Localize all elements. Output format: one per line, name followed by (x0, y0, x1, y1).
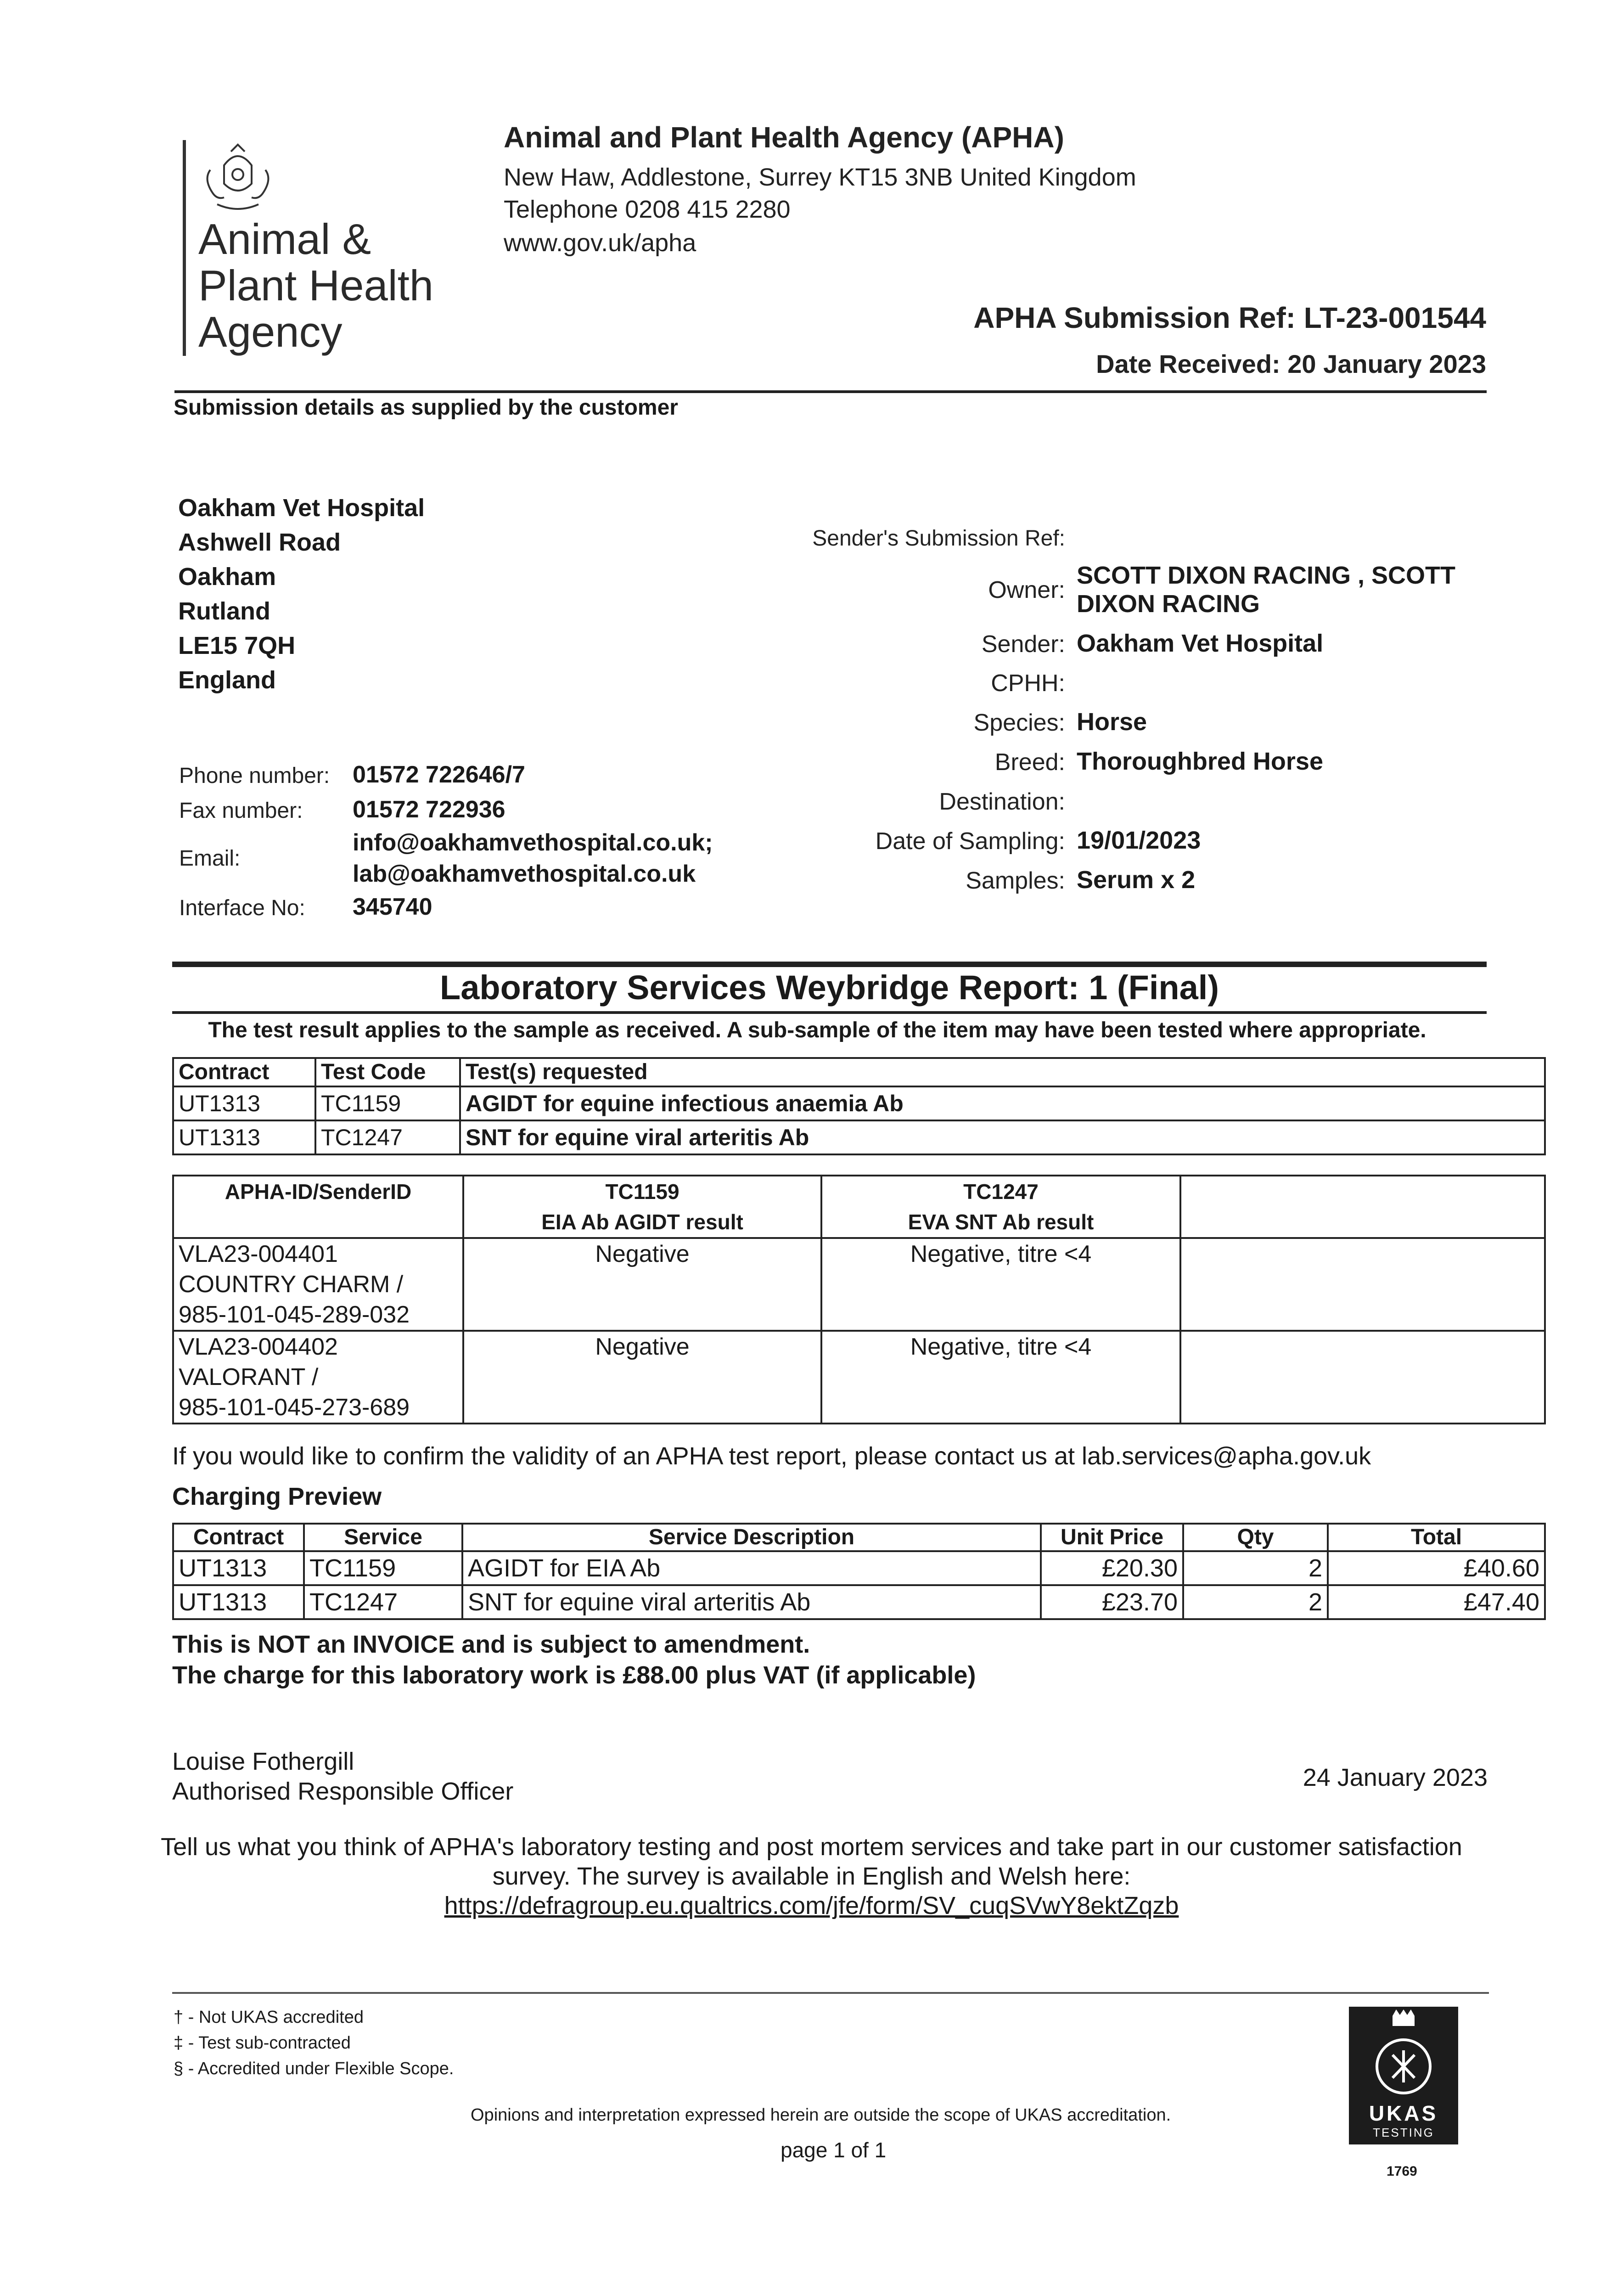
table-header-row (173, 1058, 1545, 1086)
column-header: Service Description (462, 1524, 1041, 1551)
table-cell: UT1313 (173, 1585, 304, 1619)
logo-text-line2: Plant Health (198, 261, 434, 310)
tests-table (172, 1057, 1546, 1155)
validity-note: If you would like to confirm the validity of an APHA test report, please contact us at lab.services@apha.gov.uk (172, 1442, 1371, 1470)
agency-website: www.gov.uk/apha (504, 229, 696, 257)
horse-name: COUNTRY CHARM / (179, 1271, 404, 1298)
agency-telephone: Telephone 0208 415 2280 (504, 196, 791, 223)
email-value-2: lab@oakhamvethospital.co.uk (353, 861, 696, 887)
table-cell: UT1313 (173, 1120, 315, 1154)
submission-ref: APHA Submission Ref: LT-23-001544 (973, 301, 1486, 334)
table-cell: TC1159 (315, 1086, 460, 1120)
table-row (173, 1086, 1545, 1120)
table-cell: UT1313 (173, 1551, 304, 1585)
agency-name: Animal and Plant Health Agency (APHA) (504, 121, 1064, 154)
sample-id-cell (173, 1331, 463, 1424)
not-invoice-notice: This is NOT an INVOICE and is subject to amendment. (172, 1631, 810, 1658)
date-received: Date Received: 20 January 2023 (1096, 349, 1486, 378)
interface-label: Interface No: (179, 896, 305, 920)
eia-result: Negative (463, 1238, 821, 1331)
survey-line-1: Tell us what you think of APHA's laboratory testing and post mortem services and take part in our customer satisfaction (161, 1833, 1462, 1861)
table-header-row (173, 1524, 1545, 1551)
microchip-number: 985-101-045-289-032 (179, 1301, 410, 1328)
header-rule (174, 390, 1487, 393)
ukas-accreditation-mark (1349, 2007, 1458, 2144)
sampling-date-label: Date of Sampling: (875, 828, 1065, 855)
table-row (173, 1331, 1545, 1424)
cphh-label: CPHH: (991, 670, 1065, 697)
species-label: Species: (973, 709, 1065, 736)
signatory-name: Louise Fothergill (172, 1748, 354, 1775)
column-header: Service (304, 1524, 462, 1551)
test-name: EIA Ab AGIDT result (541, 1210, 743, 1234)
line-total: £47.40 (1328, 1585, 1545, 1619)
unit-price: £23.70 (1041, 1585, 1183, 1619)
report-title-rule (172, 1011, 1487, 1014)
table-header-row (173, 1176, 1545, 1238)
customer-address-line: Rutland (178, 597, 270, 625)
column-header-id: APHA-ID/SenderID (173, 1176, 463, 1238)
phone-label: Phone number: (179, 764, 330, 788)
species-value: Horse (1077, 708, 1147, 736)
table-row (173, 1238, 1545, 1331)
samples-value: Serum x 2 (1077, 866, 1196, 894)
microchip-number: 985-101-045-273-689 (179, 1394, 410, 1421)
report-top-rule (172, 962, 1487, 967)
ukas-number: 1769 (1387, 2164, 1417, 2179)
agency-address: New Haw, Addlestone, Surrey KT15 3NB United Kingdom (504, 163, 1136, 191)
report-date: 24 January 2023 (1303, 1764, 1488, 1791)
customer-address-line: Oakham (178, 563, 276, 591)
owner-value-2: DIXON RACING (1077, 590, 1260, 618)
sample-id: VLA23-004402 (179, 1334, 338, 1360)
table-cell: SNT for equine viral arteritis Ab (462, 1585, 1041, 1619)
ukas-name: UKAS (1369, 2101, 1438, 2125)
customer-address-line: Oakham Vet Hospital (178, 494, 425, 522)
sample-id-cell (173, 1238, 463, 1331)
report-note: The test result applies to the sample as received. A sub-sample of the item may have been tested where appropriate. (208, 1018, 1426, 1042)
column-header-eva (821, 1176, 1180, 1238)
signatory-title: Authorised Responsible Officer (172, 1778, 514, 1805)
sender-label: Sender: (981, 631, 1065, 658)
key-not-accredited: † - Not UKAS accredited (174, 2008, 364, 2027)
interface-value: 345740 (353, 894, 432, 920)
test-name: EVA SNT Ab result (908, 1210, 1094, 1234)
sender-value: Oakham Vet Hospital (1077, 630, 1324, 657)
table-cell: TC1247 (315, 1120, 460, 1154)
eva-result: Negative, titre <4 (821, 1238, 1180, 1331)
test-code: TC1247 (963, 1180, 1039, 1204)
column-header: Test(s) requested (460, 1058, 1545, 1086)
column-header: Total (1328, 1524, 1545, 1551)
empty-cell (1180, 1238, 1545, 1331)
table-cell: TC1247 (304, 1585, 462, 1619)
survey-line-2: survey. The survey is available in English and Welsh here: (492, 1863, 1131, 1890)
customer-address-line: LE15 7QH (178, 632, 296, 659)
ukas-sub: TESTING (1373, 2126, 1434, 2139)
table-cell: UT1313 (173, 1086, 315, 1120)
sampling-date-value: 19/01/2023 (1077, 827, 1201, 854)
breed-label: Breed: (994, 749, 1065, 776)
fax-label: Fax number: (179, 799, 303, 823)
quantity: 2 (1183, 1551, 1328, 1585)
page-number: page 1 of 1 (781, 2138, 887, 2162)
owner-value-1: SCOTT DIXON RACING , SCOTT (1077, 562, 1456, 589)
empty-cell (1180, 1331, 1545, 1424)
table-cell: AGIDT for equine infectious anaemia Ab (460, 1086, 1545, 1120)
fax-value: 01572 722936 (353, 796, 505, 823)
column-header: Test Code (315, 1058, 460, 1086)
owner-label: Owner: (988, 577, 1065, 603)
report-title: Laboratory Services Weybridge Report: 1 (Final) (440, 968, 1219, 1007)
table-cell: SNT for equine viral arteritis Ab (460, 1120, 1545, 1154)
table-row (173, 1585, 1545, 1619)
results-table (172, 1175, 1546, 1424)
samples-label: Samples: (966, 867, 1065, 894)
logo-divider (183, 140, 186, 356)
destination-label: Destination: (939, 788, 1065, 815)
breed-value: Thoroughbred Horse (1077, 748, 1323, 775)
sample-id: VLA23-004401 (179, 1241, 338, 1267)
customer-address-line: Ashwell Road (178, 529, 341, 556)
phone-value: 01572 722646/7 (353, 761, 525, 788)
eia-result: Negative (463, 1331, 821, 1424)
survey-link[interactable]: https://defragroup.eu.qualtrics.com/jfe/form/SV_cuqSVwY8ektZqzb (444, 1892, 1179, 1919)
logo-text-line3: Agency (198, 308, 343, 356)
table-cell: TC1159 (304, 1551, 462, 1585)
email-value-1: info@oakhamvethospital.co.uk; (353, 829, 713, 856)
table-row (173, 1120, 1545, 1154)
column-header: Qty (1183, 1524, 1328, 1551)
charge-total-line: The charge for this laboratory work is £88.00 plus VAT (if applicable) (172, 1661, 976, 1689)
key-flexible-scope: § - Accredited under Flexible Scope. (174, 2059, 454, 2078)
submission-details-heading: Submission details as supplied by the customer (174, 395, 678, 420)
quantity: 2 (1183, 1585, 1328, 1619)
column-header: Contract (173, 1058, 315, 1086)
email-label: Email: (179, 846, 241, 871)
column-header-empty (1180, 1176, 1545, 1238)
horse-name: VALORANT / (179, 1364, 319, 1390)
table-row (173, 1551, 1545, 1585)
royal-crest-icon (192, 138, 284, 218)
eva-result: Negative, titre <4 (821, 1331, 1180, 1424)
sender-ref-label: Sender's Submission Ref: (812, 526, 1065, 551)
charging-heading: Charging Preview (172, 1483, 382, 1510)
charging-table (172, 1523, 1546, 1620)
survey-text (138, 1832, 1485, 1920)
logo-text-line1: Animal & (198, 215, 371, 263)
column-header: Unit Price (1041, 1524, 1183, 1551)
ukas-crown-icon (1349, 2007, 1458, 2103)
column-header-eia (463, 1176, 821, 1238)
key-sub-contracted: ‡ - Test sub-contracted (174, 2033, 351, 2053)
line-total: £40.60 (1328, 1551, 1545, 1585)
unit-price: £20.30 (1041, 1551, 1183, 1585)
column-header: Contract (173, 1524, 304, 1551)
test-code: TC1159 (605, 1180, 680, 1204)
footer-rule (172, 1992, 1489, 1994)
customer-address-line: England (178, 666, 276, 694)
table-cell: AGIDT for EIA Ab (462, 1551, 1041, 1585)
ukas-disclaimer: Opinions and interpretation expressed herein are outside the scope of UKAS accreditation. (471, 2105, 1171, 2125)
